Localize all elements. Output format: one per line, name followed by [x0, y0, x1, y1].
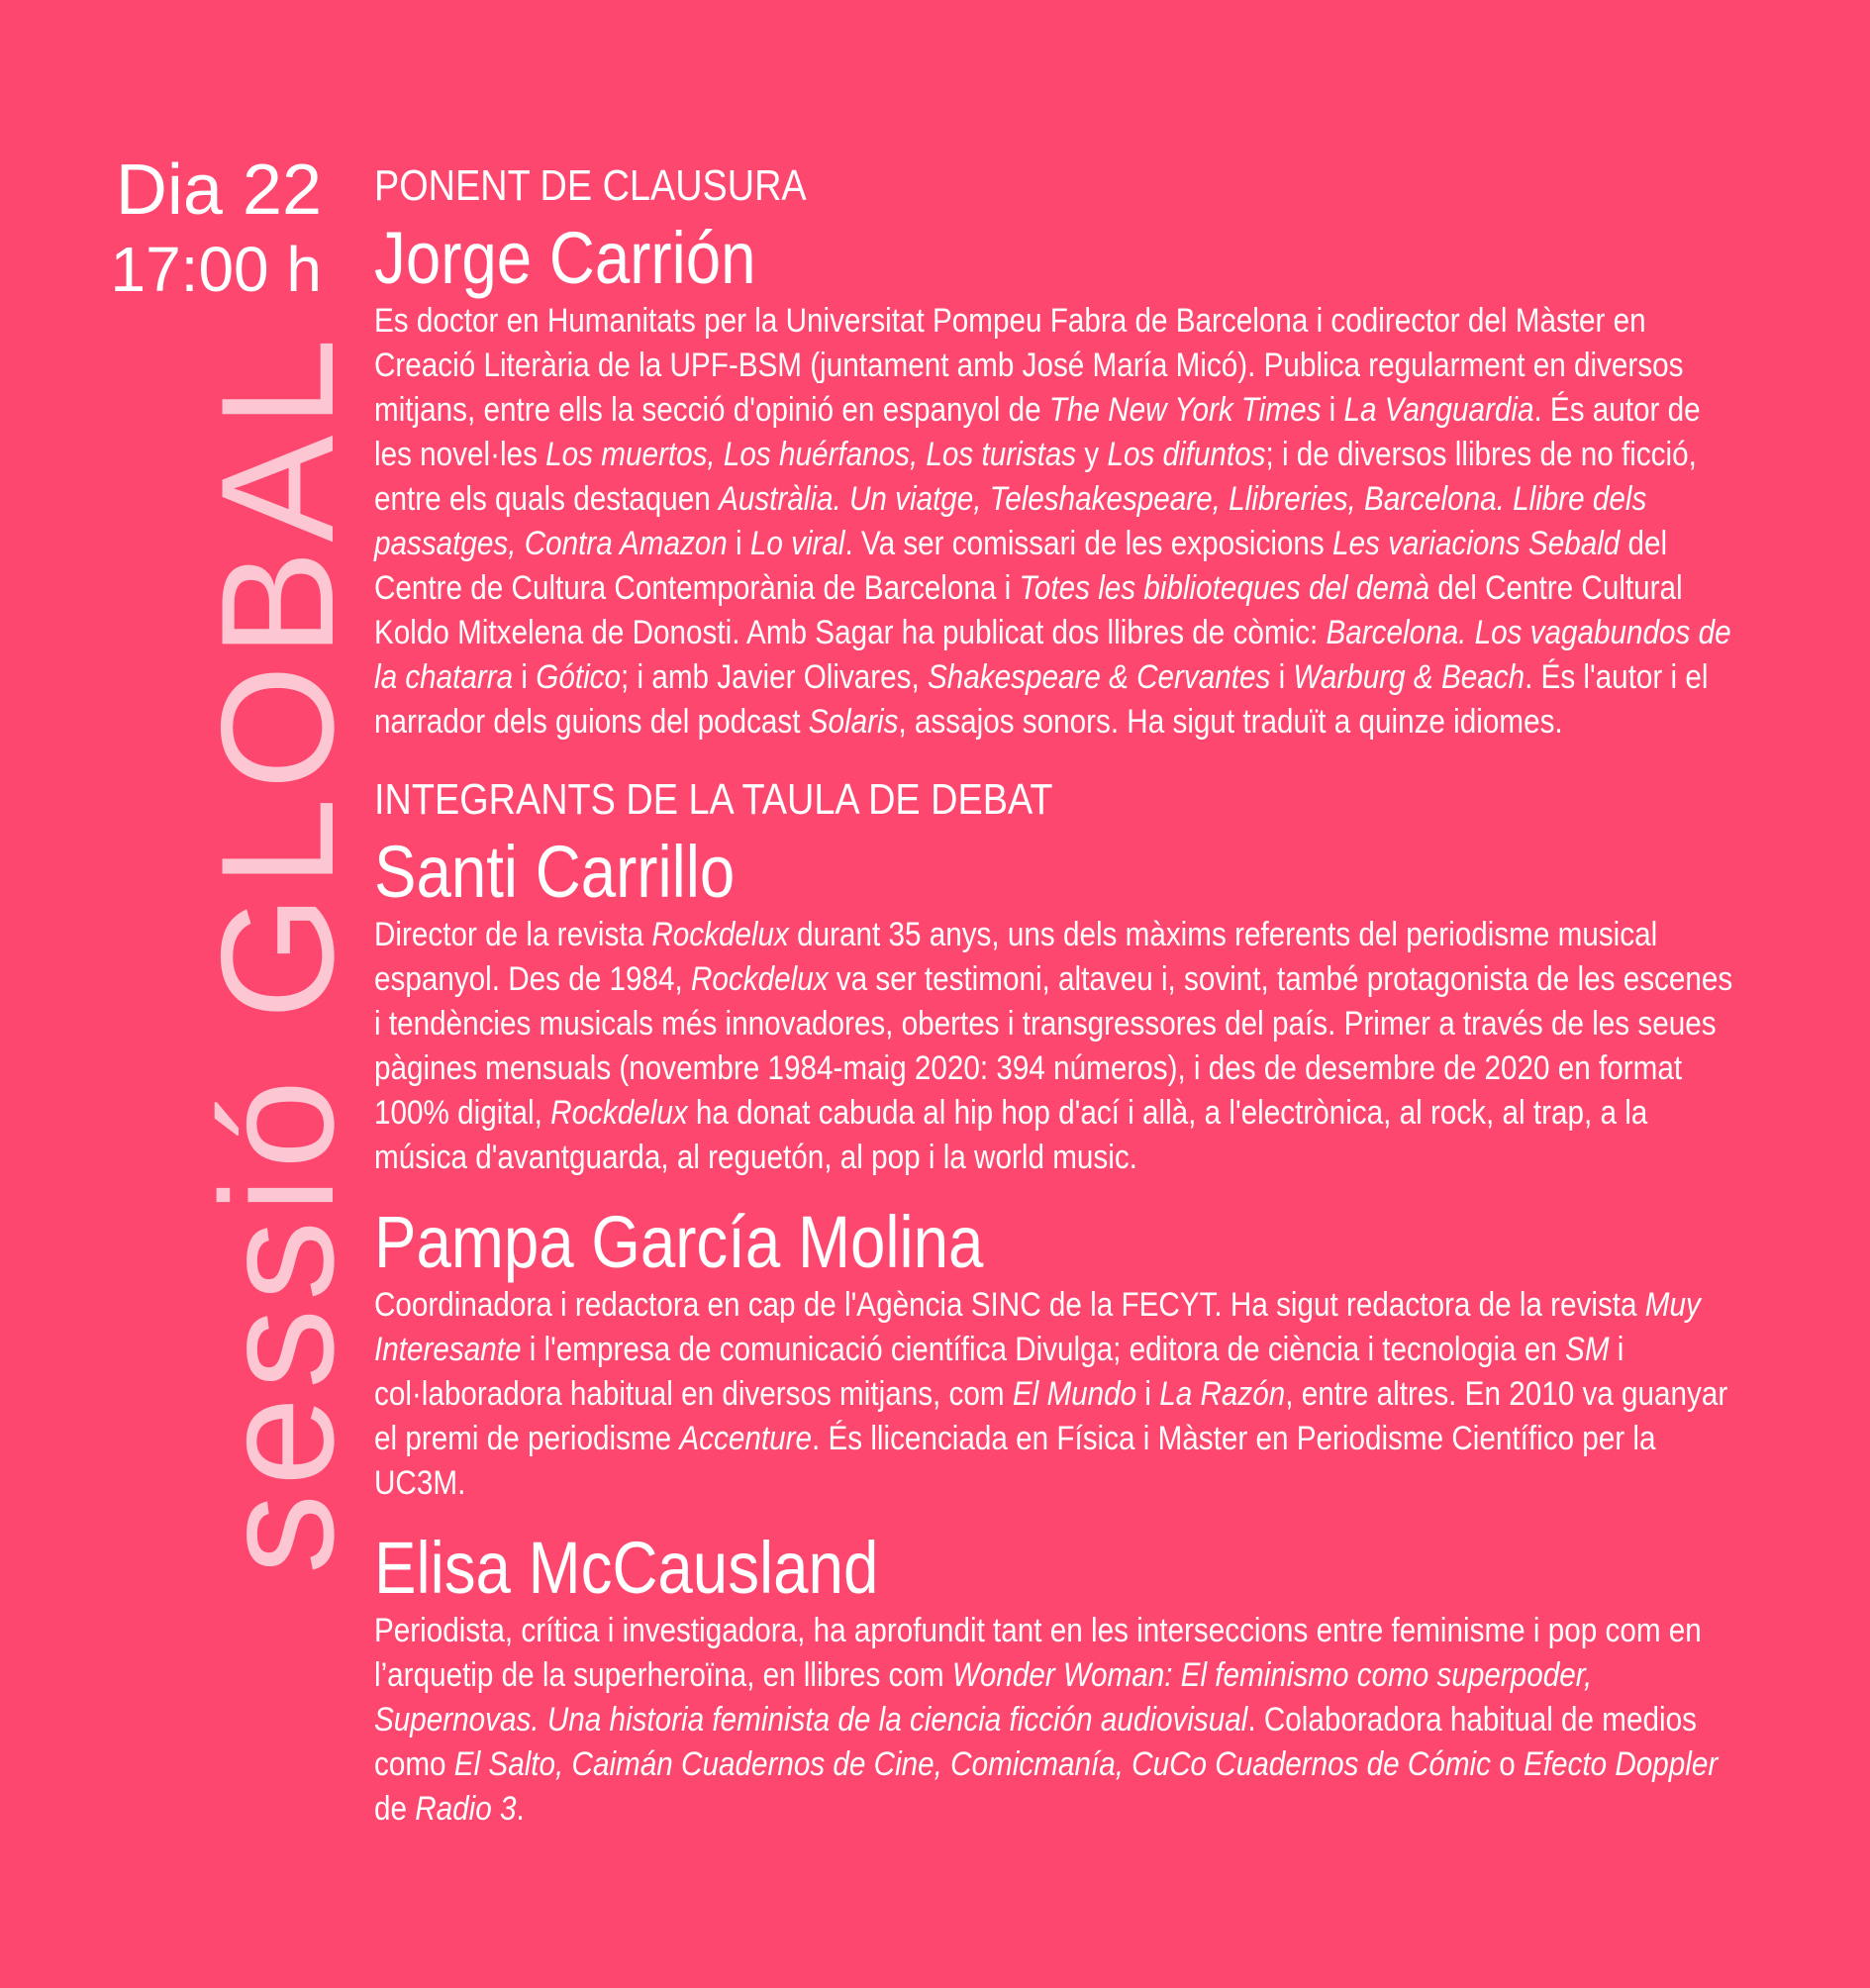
bio-text: i	[727, 525, 750, 562]
vertical-session-title: sessió GLOBAL	[188, 330, 367, 1574]
speaker-name: Jorge Carrión	[374, 217, 756, 299]
bio-text: , entre altres. En 2010 va guanyar el premi de periodisme	[374, 1375, 1728, 1457]
bio-italic-title: La Razón	[1159, 1375, 1286, 1413]
session-day: Dia 22	[115, 150, 322, 230]
session-date	[59, 149, 322, 307]
section-spacer	[374, 745, 1740, 774]
bio-text: i col·laboradora habitual en diversos mitjans, com	[374, 1331, 1624, 1413]
bio-italic-title: La Vanguardia	[1343, 391, 1534, 429]
section-label: PONENT DE CLAUSURA	[374, 161, 807, 210]
bio-text: , assajos sonors. Ha sigut traduït a quinze idiomes.	[898, 703, 1563, 741]
bio-text: y	[1076, 436, 1108, 473]
person-spacer	[374, 1180, 1740, 1198]
bio-text: . És llicenciada en Física i Màster en Periodisme Científico per la UC3M.	[374, 1420, 1656, 1502]
bio-text: Es doctor en Humanitats per la Universitat Pompeu Fabra de Barcelona i codirector del Màster en Creació Literària de la UPF-BSM (juntament amb José María Micó). Publica regularment en diversos mitjans, entre ells la secció d'opinió en espanyol de	[374, 302, 1684, 429]
bio-italic-title: Rockdelux	[691, 960, 829, 998]
bio-italic-title: El Mundo	[1012, 1375, 1137, 1413]
bio-text: . Va ser comissari de les exposicions	[844, 525, 1333, 562]
person-spacer	[374, 1506, 1740, 1524]
bio-italic-title: Accenture	[679, 1420, 812, 1457]
speaker-name: Elisa McCausland	[374, 1527, 879, 1609]
bio-italic-title: Les variacions Sebald	[1332, 525, 1621, 562]
bio-text: del Centre de Cultura Contemporània de Barcelona i	[374, 525, 1668, 607]
bio-italic-title: Barcelona. Los vagabundos de la chatarra	[374, 614, 1731, 696]
bio-text: va ser testimoni, altaveu i, sovint, també protagonista de les escenes i tendències musicals més innovadores, obertes i transgressores del país. Primer a través de les seues pàgines mensuals (novembre 1984-maig 2020: 394 números), i des de desembre de 2020 en format 100% digital,	[374, 960, 1733, 1132]
bio-text: del Centre Cultural Koldo Mitxelena de Donosti. Amb Sagar ha publicat dos llibres de còmic:	[374, 569, 1683, 651]
bio-italic-title: Wonder Woman: El feminismo como superpoder, Supernovas. Una historia feminista de la ciencia ficción audiovisual	[374, 1656, 1593, 1739]
section-label: INTEGRANTS DE LA TAULA DE DEBAT	[374, 775, 1053, 824]
bio-text: Coordinadora i redactora en cap de l'Agència SINC de la FECYT. Ha sigut redactora de la revista	[374, 1286, 1645, 1324]
bio-text: ha donat cabuda al hip hop d'ací i allà, a l'electrònica, al rock, al trap, a la música d'avantguarda, al reguetón, al pop i la world music.	[374, 1094, 1648, 1176]
bio-text: durant 35 anys, uns dels màxims referents del periodisme musical espanyol. Des de 1984,	[374, 916, 1658, 998]
speaker-bio	[374, 913, 1740, 1180]
bio-italic-title: The New York Times	[1048, 391, 1322, 429]
bio-italic-title: Gótico	[536, 658, 622, 696]
speaker-bio	[374, 1283, 1740, 1506]
bio-italic-title: Los difuntos	[1107, 436, 1266, 473]
bio-italic-title: Efecto Doppler	[1523, 1745, 1719, 1783]
bio-italic-title: Solaris	[808, 703, 899, 741]
bio-text: Director de la revista	[374, 916, 652, 953]
bio-text: de	[374, 1790, 416, 1828]
bio-text: i	[1136, 1375, 1160, 1413]
bio-italic-title: Lo viral	[749, 525, 845, 562]
bio-italic-title: Radio 3	[415, 1790, 517, 1828]
speaker-name: Santi Carrillo	[374, 831, 736, 913]
bio-text: . Colaboradora habitual de medios como	[374, 1701, 1697, 1783]
bio-text: i	[1270, 658, 1294, 696]
bio-text: ; i amb Javier Olivares,	[621, 658, 928, 696]
bio-italic-title: Austràlia. Un viatge, Teleshakespeare, Llibreries, Barcelona. Llibre dels passatges, Contra Amazon	[374, 480, 1647, 562]
bio-italic-title: Rockdelux	[550, 1094, 688, 1132]
speaker-bio	[374, 299, 1740, 745]
bio-italic-title: Los muertos, Los huérfanos, Los turistas	[545, 436, 1077, 473]
bio-text: i l'empresa de comunicació científica Divulga; editora de ciència i tecnologia en	[521, 1331, 1566, 1368]
bio-italic-title: El Salto, Caimán Cuadernos de Cine, Comicmanía, CuCo Cuadernos de Cómic	[453, 1745, 1491, 1783]
bio-text: . És l'autor i el narrador dels guions del podcast	[374, 658, 1709, 741]
speaker-name: Pampa García Molina	[374, 1201, 984, 1283]
bio-italic-title: Totes les biblioteques del demà	[1019, 569, 1430, 607]
bio-italic-title: Shakespeare & Cervantes	[928, 658, 1271, 696]
bio-italic-title: Rockdelux	[651, 916, 789, 953]
bio-text: i	[513, 658, 537, 696]
speaker-bio	[374, 1609, 1740, 1832]
bio-text: o	[1490, 1745, 1524, 1783]
bio-text: Periodista, crítica i investigadora, ha aprofundit tant en les interseccions entre feminisme i pop com en l’arquetip de la superheroïna, en llibres com	[374, 1612, 1702, 1694]
speakers-content	[374, 160, 1740, 1832]
bio-italic-title: Muy Interesante	[374, 1286, 1701, 1368]
bio-italic-title: Warburg & Beach	[1293, 658, 1526, 696]
bio-text: ; i de diversos llibres de no ficció, entre els quals destaquen	[374, 436, 1697, 518]
bio-text: .	[516, 1790, 525, 1828]
bio-text: i	[1321, 391, 1344, 429]
bio-text: . És autor de les novel·les	[374, 391, 1701, 473]
session-time: 17:00 h	[110, 234, 322, 305]
bio-italic-title: SM	[1565, 1331, 1610, 1368]
